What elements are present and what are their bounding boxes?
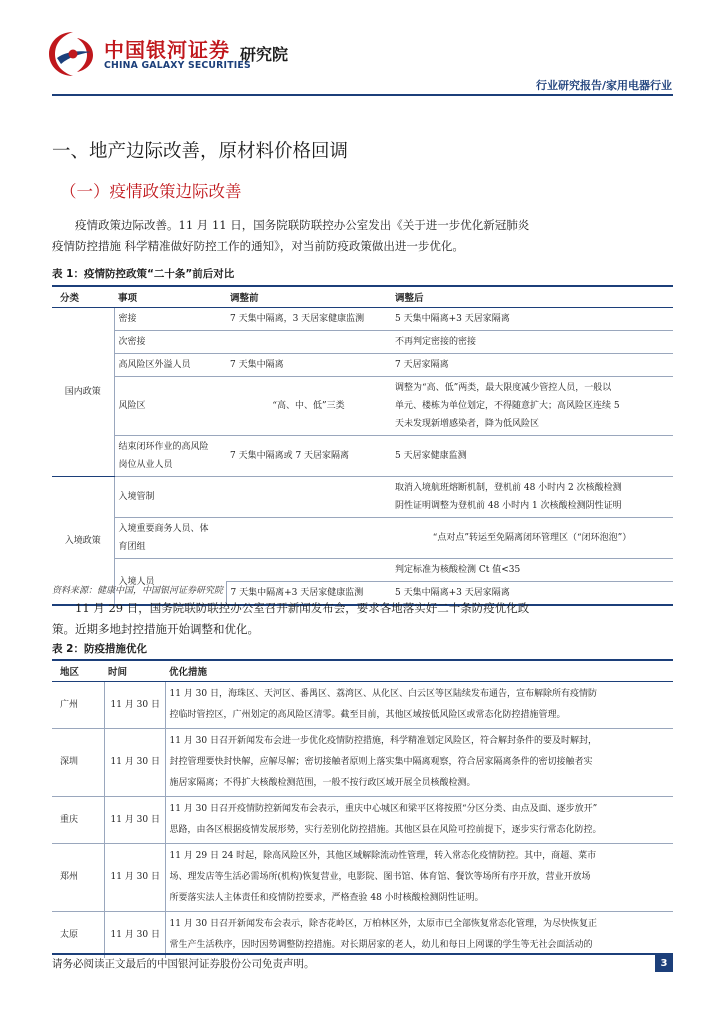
table-1-caption: 表 1：疫情防控政策“二十条”前后对比 xyxy=(52,268,235,280)
table-cell-line: 育团组 xyxy=(118,542,146,552)
table-cell xyxy=(114,436,226,477)
table-cell xyxy=(226,518,391,559)
table-1-source: 资料来源：健康中国，中国银河证券研究院 xyxy=(52,586,224,596)
table-cell-city: 郑州 xyxy=(52,844,104,912)
subsection-title: （一）疫情政策边际改善 xyxy=(60,182,242,201)
paragraph-1 xyxy=(52,215,672,257)
table-cell-date: 11 月 30 日 xyxy=(104,912,165,959)
table-row xyxy=(52,682,673,729)
table-cell-date: 11 月 30 日 xyxy=(104,682,165,729)
table-cell-line: 入境重要商务人员、体 xyxy=(118,524,209,534)
table-row xyxy=(52,518,673,559)
galaxy-logo-icon xyxy=(47,30,99,78)
table-cell-line: 11 月 30 日召开新闻发布会表示，除杏花岭区，万柏林区外，太原市已全部恢复常态化管理，为尽快恢复正 xyxy=(169,919,597,929)
table-cell: 5 天集中隔离+3 天居家隔离 xyxy=(391,308,673,331)
table-cell: 入境人员 xyxy=(114,559,226,606)
table-cell-date: 11 月 30 日 xyxy=(104,797,165,844)
table-cell: 7 天集中隔离，3 天居家健康监测 xyxy=(226,308,391,331)
table-1-header-before: 调整前 xyxy=(226,286,391,308)
table-cell xyxy=(226,477,391,518)
paragraph-1-line-1: 疫情政策边际改善。11 月 11 日，国务院联防联控办公室发出《关于进一步优化新冠肺炎 xyxy=(75,218,530,232)
table-cell-line: 结束闭环作业的高风险 xyxy=(118,442,209,452)
table-cell-measures xyxy=(165,682,673,729)
table-cell: 密接 xyxy=(114,308,226,331)
logo-chinese-name: 中国银河证券 xyxy=(104,38,230,62)
table-cell-line: 岗位从业人员 xyxy=(118,460,173,470)
table-cell-line: 场、理发店等生活必需场所(机构)恢复营业，电影院、图书馆、体育馆、餐饮等场所有序开放，营业开放场 xyxy=(169,872,591,882)
table-cell-line: 11 月 30 日，海珠区、天河区、番禺区、荔湾区、从化区、白云区等区陆续发布通告，宣布解除所有疫情防 xyxy=(169,689,597,699)
table-cell: 5 天集中隔离+3 天居家隔离 xyxy=(391,582,673,606)
paragraph-2 xyxy=(52,598,672,640)
table-row xyxy=(52,477,673,518)
page-number: 3 xyxy=(655,955,673,972)
table-cell-line: 所要落实法人主体责任和疫情防控要求，严格查验 48 小时核酸检测阴性证明。 xyxy=(169,893,484,903)
table-cell: 判定标准为核酸检测 Ct 值<35 xyxy=(391,559,673,582)
table-cell-line: 11 月 30 日召开新闻发布会进一步优化疫情防控措施，科学精准划定风险区，符合解封条件的要及时解封， xyxy=(169,736,597,746)
table-row xyxy=(52,912,673,959)
table-1-category-domestic: 国内政策 xyxy=(52,308,114,477)
table-cell xyxy=(226,559,391,582)
section-title: 一、地产边际改善，原材料价格回调 xyxy=(52,141,349,162)
table-cell: 高风险区外溢人员 xyxy=(114,354,226,377)
table-cell-city: 广州 xyxy=(52,682,104,729)
footer-divider xyxy=(52,953,673,955)
table-1-header-category: 分类 xyxy=(52,286,114,308)
table-cell-line: 天未发现新增感染者，降为低风险区 xyxy=(395,419,540,429)
table-cell: “高、中、低”三类 xyxy=(226,377,391,436)
table-cell: “点对点”转运至免隔离闭环管理区（“闭环泡泡”） xyxy=(391,518,673,559)
institute-label: 研究院 xyxy=(240,45,289,64)
table-cell xyxy=(226,331,391,354)
table-cell-line: 施居家隔离；不得扩大核酸检测范围，一般不按行政区域开展全员核酸检测。 xyxy=(169,778,476,788)
table-2-header-measures: 优化措施 xyxy=(165,660,673,682)
table-1 xyxy=(52,285,673,606)
table-cell-line: 常生产生活秩序，因时因势调整防控措施。对长期居家的老人，幼儿和每日上网课的学生等无社会面活动的 xyxy=(169,940,593,950)
table-cell xyxy=(114,518,226,559)
table-cell: 7 天居家隔离 xyxy=(391,354,673,377)
report-type-label: 行业研究报告/家用电器行业 xyxy=(535,79,672,92)
paragraph-2-line-2: 策。近期多地封控措施开始调整和优化。 xyxy=(52,622,259,636)
table-cell: 风险区 xyxy=(114,377,226,436)
table-2-caption: 表 2：防疫措施优化 xyxy=(52,643,147,655)
table-cell: 5 天居家健康监测 xyxy=(391,436,673,477)
table-row xyxy=(52,436,673,477)
table-row xyxy=(52,729,673,797)
table-cell-date: 11 月 30 日 xyxy=(104,844,165,912)
table-row xyxy=(52,797,673,844)
table-cell: 不再判定密接的密接 xyxy=(391,331,673,354)
table-1-header-after: 调整后 xyxy=(391,286,673,308)
table-cell-line: 调整为“高、低”两类，最大限度减少管控人员，一般以 xyxy=(395,383,612,393)
table-cell-line: 11 月 30 日召开疫情防控新闻发布会表示，重庆中心城区和梁平区将按照“分区分类、由点及面、逐步放开” xyxy=(169,804,598,814)
table-2-header-time: 时间 xyxy=(104,660,165,682)
table-1-header-row xyxy=(52,286,673,308)
table-cell: 7 天集中隔离+3 天居家健康监测 xyxy=(226,582,391,606)
table-cell-measures xyxy=(165,729,673,797)
table-row xyxy=(52,308,673,331)
logo-english-name: CHINA GALAXY SECURITIES xyxy=(104,60,251,71)
table-cell-line: 11 月 29 日 24 时起，除高风险区外，其他区域解除流动性管理，转入常态化疫情防控。其中，商超、菜市 xyxy=(169,851,597,861)
table-2-header-row xyxy=(52,660,673,682)
table-cell-line: 封控管理要快封快解，应解尽解；密切接触者原则上落实集中隔离观察，符合居家隔离条件的密切接触者实 xyxy=(169,757,593,767)
table-cell-line: 单元、楼栋为单位划定，不得随意扩大；高风险区连续 5 xyxy=(395,401,620,411)
table-cell: 次密接 xyxy=(114,331,226,354)
table-cell-measures xyxy=(165,797,673,844)
header-divider xyxy=(52,94,673,96)
table-cell-measures xyxy=(165,912,673,959)
table-1-category-inbound: 入境政策 xyxy=(52,477,114,606)
table-cell-line: 控临时管控区，广州划定的高风险区清零。截至目前，其他区域按低风险区或常态化防控措施管理。 xyxy=(169,710,566,720)
paragraph-1-line-2: 疫情防控措施 科学精准做好防控工作的通知》，对当前防疫政策做出进一步优化。 xyxy=(52,239,464,253)
table-cell-line: 思路，由各区根据疫情发展形势，实行差别化防控措施。其他区县在风险可控前提下，逐步实行常态化防控。 xyxy=(169,825,602,835)
table-cell-line: 取消入境航班熔断机制，登机前 48 小时内 2 次核酸检测 xyxy=(395,483,622,493)
table-row xyxy=(52,559,673,582)
table-1-header-item: 事项 xyxy=(114,286,226,308)
table-cell-date: 11 月 30 日 xyxy=(104,729,165,797)
table-row xyxy=(52,331,673,354)
table-cell-line: 阴性证明调整为登机前 48 小时内 1 次核酸检测阴性证明 xyxy=(395,501,622,511)
table-2-header-region: 地区 xyxy=(52,660,104,682)
table-cell-measures xyxy=(165,844,673,912)
table-cell: 7 天集中隔离 xyxy=(226,354,391,377)
paragraph-2-line-1: 11 月 29 日，国务院联防联控办公室召开新闻发布会，要求各地落实好二十条防疫优化政 xyxy=(75,601,530,615)
table-row xyxy=(52,377,673,436)
table-cell-city: 重庆 xyxy=(52,797,104,844)
table-cell-city: 深圳 xyxy=(52,729,104,797)
table-cell: 7 天集中隔离或 7 天居家隔离 xyxy=(226,436,391,477)
table-cell-city: 太原 xyxy=(60,929,79,940)
table-2 xyxy=(52,659,673,958)
footer-disclaimer: 请务必阅读正文最后的中国银河证券股份公司免责声明。 xyxy=(52,958,315,970)
table-cell xyxy=(391,377,673,436)
table-row xyxy=(52,844,673,912)
table-cell xyxy=(391,477,673,518)
table-row xyxy=(52,354,673,377)
table-cell: 入境管制 xyxy=(114,477,226,518)
